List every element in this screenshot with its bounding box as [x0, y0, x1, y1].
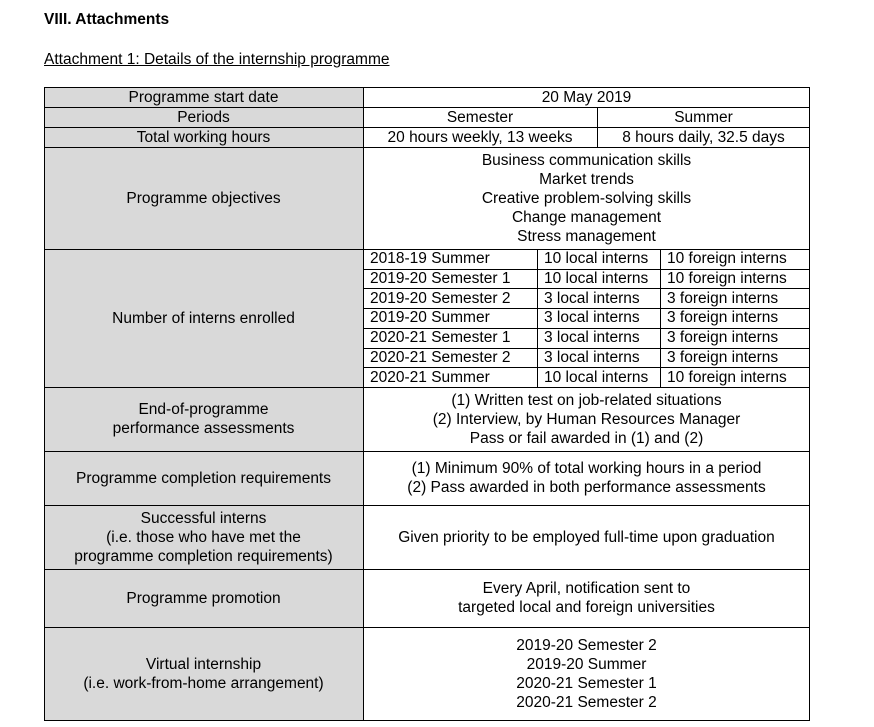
intern-foreign-count: 10 foreign interns — [667, 270, 787, 288]
successful-label-line: Successful interns — [140, 509, 267, 527]
row-divider — [44, 627, 810, 628]
intern-period: 2020-21 Semester 2 — [370, 348, 511, 366]
assessment-item: (1) Written test on job-related situations — [451, 391, 722, 409]
assessment-item: (2) Interview, by Human Resources Manager — [432, 410, 741, 428]
objectives-label: Programme objectives — [126, 189, 281, 207]
intern-period: 2020-21 Summer — [370, 368, 490, 386]
row-divider — [44, 147, 810, 148]
internship-details-table — [44, 87, 810, 721]
table-border — [44, 87, 810, 88]
interns-column-divider — [660, 249, 661, 387]
intern-foreign-count: 3 foreign interns — [667, 309, 779, 327]
virtual-label — [44, 627, 363, 721]
assessments-list — [363, 387, 810, 451]
virtual-list — [363, 627, 810, 721]
virtual-item: 2020-21 Semester 1 — [516, 675, 657, 692]
intern-foreign-count: 10 foreign interns — [667, 250, 787, 268]
interns-column-divider — [537, 249, 538, 387]
completion-item: (1) Minimum 90% of total working hours in a period — [411, 460, 762, 477]
periods-semester: Semester — [446, 108, 514, 126]
intern-foreign-count: 3 foreign interns — [667, 329, 779, 347]
column-divider — [363, 87, 364, 721]
intern-local-count: 3 local interns — [544, 289, 640, 307]
successful-label-line: programme completion requirements) — [74, 547, 333, 565]
interns-row-divider — [363, 348, 810, 349]
completion-item: (2) Pass awarded in both performance assessments — [407, 479, 766, 496]
attachment-title: Attachment 1: Details of the internship programme — [44, 51, 390, 68]
table-border — [44, 87, 45, 721]
hours-semester: 20 hours weekly, 13 weeks — [387, 128, 573, 146]
virtual-item: 2019-20 Semester 2 — [516, 637, 657, 654]
interns-row-divider — [363, 269, 810, 270]
row-divider — [44, 451, 810, 452]
promotion-item: Every April, notification sent to — [482, 580, 691, 597]
intern-foreign-count: 3 foreign interns — [667, 348, 779, 366]
completion-label: Programme completion requirements — [76, 469, 331, 487]
periods-summer: Summer — [674, 108, 733, 126]
intern-foreign-count: 10 foreign interns — [667, 368, 787, 386]
intern-local-count: 10 local interns — [544, 250, 649, 268]
section-heading: VIII. Attachments — [44, 11, 170, 28]
row-divider — [44, 569, 810, 570]
virtual-item: 2020-21 Semester 2 — [516, 694, 657, 711]
virtual-label-line: (i.e. work-from-home arrangement) — [83, 675, 324, 692]
row-divider — [44, 387, 810, 388]
completion-list — [363, 451, 810, 505]
interns-grid — [363, 249, 810, 387]
assessments-label-line: End-of-programme — [138, 401, 269, 418]
row-divider — [44, 249, 810, 250]
hours-label: Total working hours — [136, 128, 271, 146]
intern-period: 2019-20 Semester 2 — [370, 289, 511, 307]
objective-item: Change management — [511, 208, 662, 226]
table-border — [809, 87, 810, 721]
successful-value: Given priority to be employed full-time upon graduation — [398, 528, 775, 546]
intern-foreign-count: 3 foreign interns — [667, 289, 779, 307]
interns-row-divider — [363, 367, 810, 368]
assessments-label — [44, 387, 363, 451]
hours-summer: 8 hours daily, 32.5 days — [622, 128, 785, 146]
assessments-label-line: performance assessments — [112, 420, 295, 437]
intern-local-count: 3 local interns — [544, 329, 640, 347]
objective-item: Stress management — [517, 227, 656, 245]
virtual-label-line: Virtual internship — [145, 656, 262, 673]
intern-local-count: 10 local interns — [544, 368, 649, 386]
objectives-list — [363, 147, 810, 249]
promotion-list — [363, 569, 810, 627]
row-divider — [44, 107, 810, 108]
start-date-label: Programme start date — [128, 88, 279, 106]
table-border — [44, 720, 810, 721]
intern-period: 2019-20 Semester 1 — [370, 270, 511, 288]
objective-item: Market trends — [539, 170, 634, 188]
promotion-item: targeted local and foreign universities — [458, 599, 715, 616]
interns-row-divider — [363, 308, 810, 309]
virtual-item: 2019-20 Summer — [526, 656, 647, 673]
assessment-item: Pass or fail awarded in (1) and (2) — [469, 429, 704, 447]
interns-label: Number of interns enrolled — [112, 309, 295, 327]
periods-label: Periods — [177, 108, 230, 126]
objective-item: Business communication skills — [481, 151, 692, 169]
intern-period: 2018-19 Summer — [370, 250, 490, 268]
intern-local-count: 10 local interns — [544, 270, 649, 288]
start-date-value: 20 May 2019 — [541, 88, 632, 106]
successful-label-line: (i.e. those who have met the — [106, 528, 301, 546]
intern-period: 2019-20 Summer — [370, 309, 490, 327]
promotion-label: Programme promotion — [126, 589, 281, 607]
successful-label — [44, 505, 363, 569]
intern-period: 2020-21 Semester 1 — [370, 329, 511, 347]
row-divider — [44, 127, 810, 128]
intern-local-count: 3 local interns — [544, 309, 640, 327]
interns-row-divider — [363, 328, 810, 329]
row-divider — [44, 505, 810, 506]
period-divider — [597, 107, 598, 147]
interns-row-divider — [363, 288, 810, 289]
intern-local-count: 3 local interns — [544, 348, 640, 366]
objective-item: Creative problem-solving skills — [481, 189, 692, 207]
